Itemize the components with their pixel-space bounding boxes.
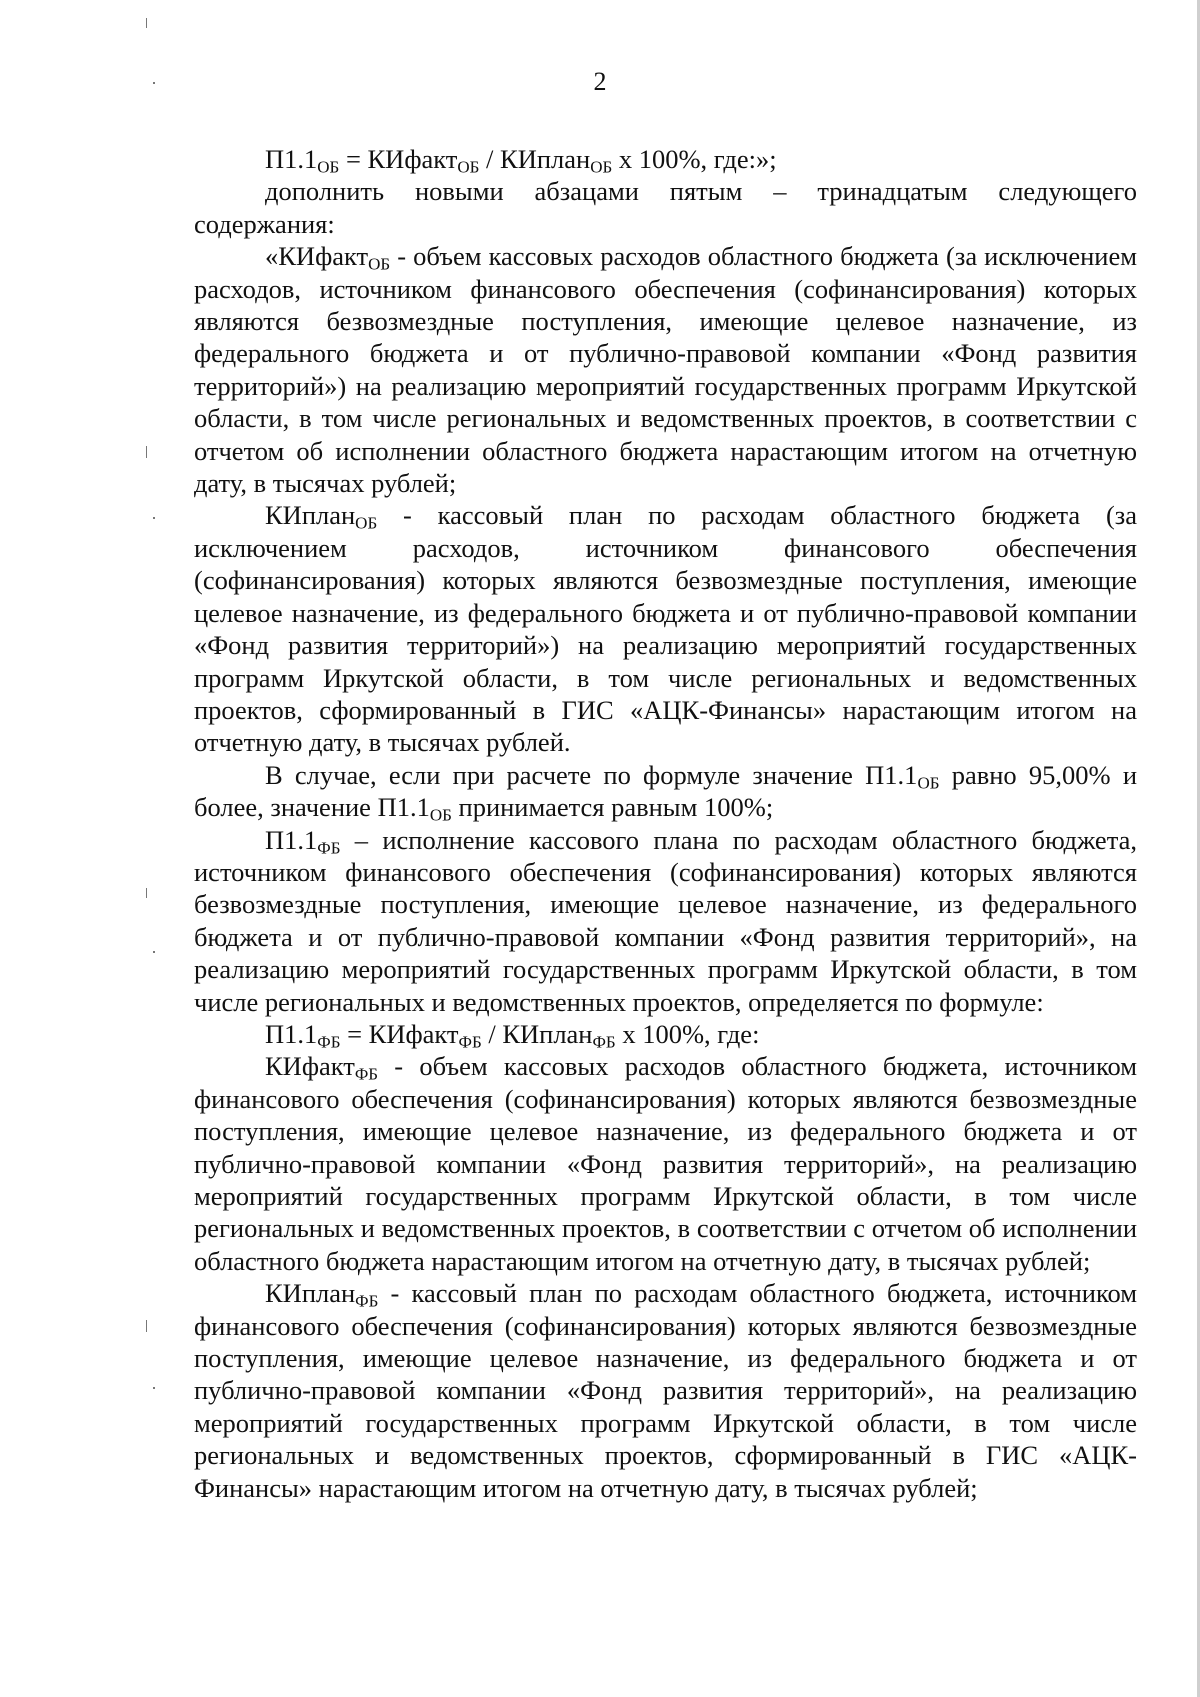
- threshold-rule-ob: В случае, если при расчете по формуле значение $П1.1_{ОБ}$ равно 95,00% и более, значение $П1.1_{ОБ}$ принимается равным 100%;: [194, 759, 1137, 825]
- scan-mark: [153, 1387, 155, 1389]
- definition-kiplan-ob: КИплан$_{ОБ}$ - кассовый план по расходам областного бюджета (за исключением расходов, источником финансового обеспечения (софинансирования) которых являются безвозмездные поступления, имеющие целевое назначение, из федерального бюджета и от публично-правовой компании «Фонд развития территорий») на реализацию мероприятий государственных программ Иркутской области, в том числе региональных и ведомственных проектов, сформированный в ГИС «АЦК-Финансы» нарастающим итогом на отчетную дату, в тысячах рублей.: [194, 500, 1137, 758]
- amendment-intro: дополнить новыми абзацами пятым – тринадцатым следующего содержания:: [194, 176, 1137, 239]
- definition-kifakt-fb: КИфакт$_{ФБ}$ - объем кассовых расходов областного бюджета, источником финансового обеспечения (софинансирования) которых являются безвозмездные поступления, имеющие целевое назначение, из федерального бюджета и от публично-правовой компании «Фонд развития территорий», на реализацию мероприятий государственных программ Иркутской области, в том числе региональных и ведомственных проектов, в соответствии с отчетом об исполнении областного бюджета нарастающим итогом на отчетную дату, в тысячах рублей;: [194, 1051, 1137, 1276]
- scan-mark: [146, 18, 147, 28]
- scan-mark: [146, 1320, 147, 1332]
- formula-ob: $П1.1_{ОБ}$ = КИфакт$_{ОБ}$ / КИплан$_{ОБ}$ х 100%, где:»;: [265, 144, 777, 177]
- scan-mark: [153, 517, 155, 519]
- document-body: [194, 143, 1137, 1504]
- definition-kifakt-ob: «КИфакт$_{ОБ}$ - объем кассовых расходов областного бюджета (за исключением расходов, источником финансового обеспечения (софинансирования) которых являются безвозмездные поступления, имеющие целевое назначение, из федерального бюджета и от публично-правовой компании «Фонд развития территорий») на реализацию мероприятий государственных программ Иркутской области, в том числе региональных и ведомственных проектов, в соответствии с отчетом об исполнении областного бюджета нарастающим итогом на отчетную дату, в тысячах рублей;: [194, 241, 1137, 499]
- definition-kiplan-fb: КИплан$_{ФБ}$ - кассовый план по расходам областного бюджета, источником финансового обеспечения (софинансирования) которых являются безвозмездные поступления, имеющие целевое назначение, из федерального бюджета и от публично-правовой компании «Фонд развития территорий», на реализацию мероприятий государственных программ Иркутской области, в том числе региональных и ведомственных проектов, сформированный в ГИС «АЦК-Финансы» нарастающим итогом на отчетную дату, в тысячах рублей;: [194, 1278, 1137, 1503]
- scan-mark: [153, 951, 155, 953]
- definition-p11-fb: $П1.1_{ФБ}$ – исполнение кассового плана по расходам областного бюджета, источником финансового обеспечения (софинансирования) которых являются безвозмездные поступления, имеющие целевое назначение, из федерального бюджета и от публично-правовой компании «Фонд развития территорий», на реализацию мероприятий государственных программ Иркутской области, в том числе региональных и ведомственных проектов, определяется по формуле:: [194, 824, 1137, 1017]
- formula-fb: $П1.1_{ФБ}$ = КИфакт$_{ФБ}$ / КИплан$_{ФБ}$ х 100%, где:: [265, 1018, 760, 1052]
- scan-mark: [146, 446, 147, 458]
- page-number: 2: [593, 67, 607, 96]
- scan-mark: [146, 888, 147, 898]
